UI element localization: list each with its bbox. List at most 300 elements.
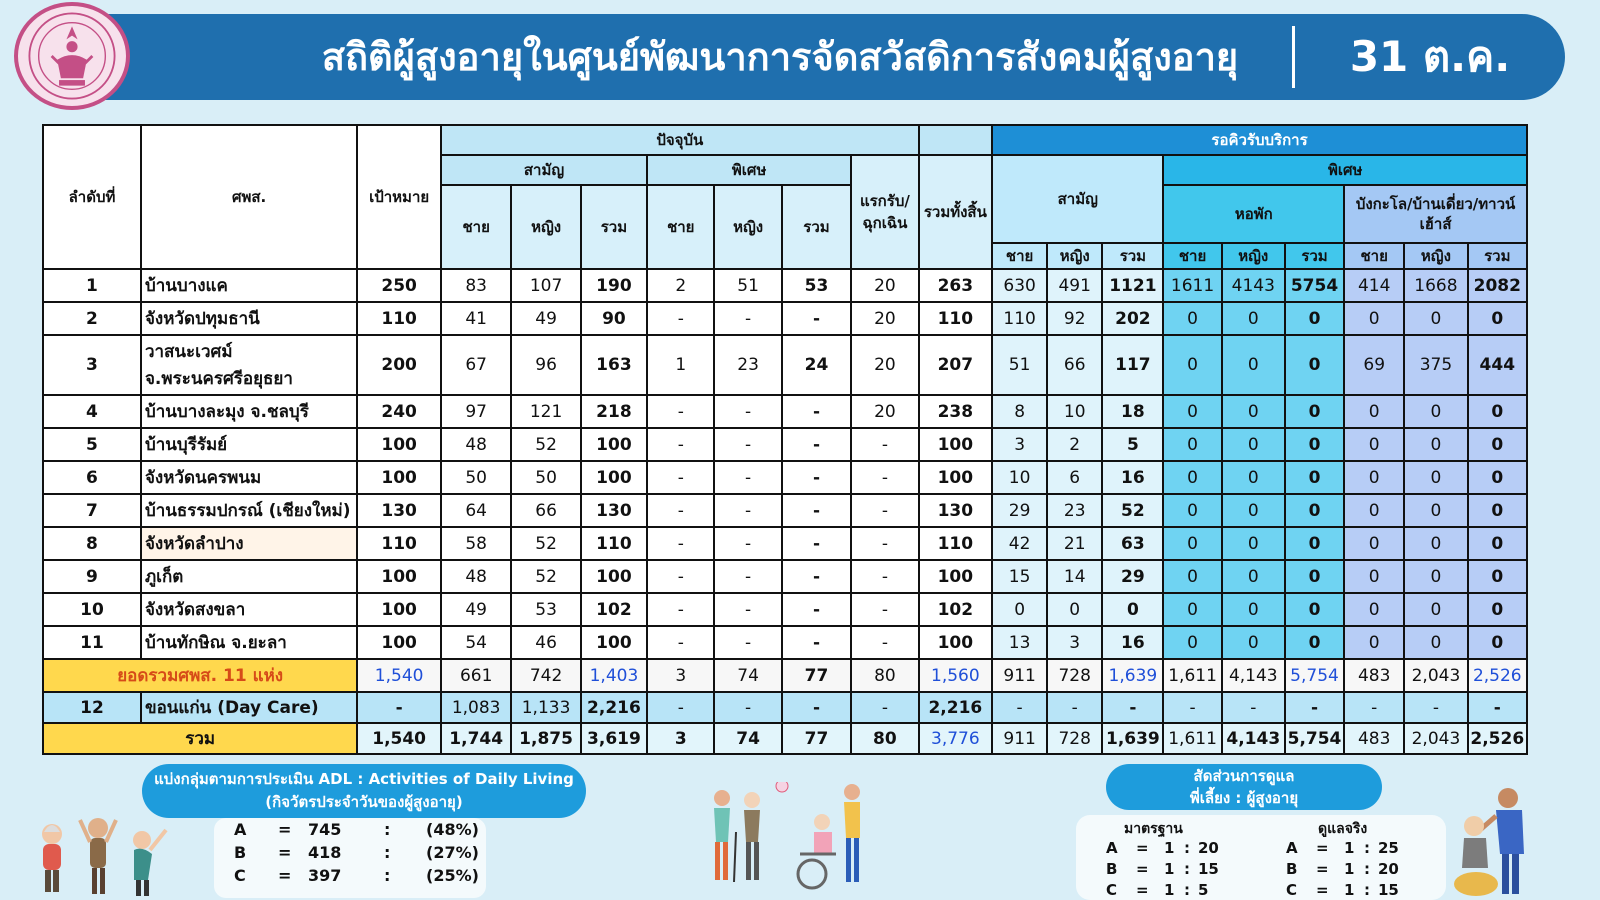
cell-intake: - [851, 494, 918, 527]
cell-intake: - [851, 593, 918, 626]
cell-w-dorm-t: 0 [1285, 560, 1344, 593]
cell-w-gen-f: 3 [1047, 626, 1102, 659]
cell-cur-sp-f: - [714, 560, 781, 593]
total-w-dorm-m: 1,611 [1163, 723, 1221, 754]
adl-percent: (25%) [426, 866, 479, 885]
cell-w-bung-t: 0 [1468, 395, 1527, 428]
adl-percent: (27%) [426, 843, 479, 862]
cell-w-dorm-t: 0 [1285, 395, 1344, 428]
center-name-line1: บ้านบุรีรัมย์ [144, 435, 228, 455]
cell-w-dorm-m: 0 [1163, 527, 1221, 560]
ratio-actual-sep: : [1364, 860, 1370, 878]
cell-w-gen-f: 6 [1047, 461, 1102, 494]
cell-w-bung-t: 0 [1468, 626, 1527, 659]
adl-separator: : [384, 820, 391, 839]
row-number: 9 [43, 560, 141, 593]
subtotal-w-bung-m: 483 [1344, 659, 1404, 692]
cell-w-dorm-t: 0 [1285, 428, 1344, 461]
subtotal-target: 1,540 [357, 659, 441, 692]
current-special-header: พิเศษ [647, 155, 851, 185]
ratio-actual-sep: : [1364, 881, 1370, 899]
table-row [43, 494, 1527, 527]
ratio-standard-sep: : [1184, 860, 1190, 878]
adl-count: 418 [308, 843, 342, 862]
cell-cur-gen-t: 102 [581, 593, 647, 626]
total-intake: 80 [851, 723, 918, 754]
cell-intake: 20 [851, 395, 918, 428]
subtotal-cur-gen-f: 742 [511, 659, 580, 692]
subtotal-w-gen-f: 728 [1047, 659, 1102, 692]
cell-grand: 110 [919, 302, 992, 335]
ratio-actual-b: 20 [1378, 860, 1399, 878]
cell-cur-gen-f: 96 [511, 335, 580, 395]
cell-w-dorm-f: 0 [1222, 527, 1285, 560]
subtotal-cur-gen-m: 661 [441, 659, 511, 692]
center-name-line1: บ้านทักษิณ จ.ยะลา [144, 633, 287, 653]
center-name-line2: จ.พระนครศรีอยุธยา [144, 369, 293, 389]
cell-intake: - [851, 428, 918, 461]
cell-w-bung-f: 0 [1404, 626, 1467, 659]
target-value: 250 [357, 269, 441, 302]
department-seal-icon [14, 2, 130, 110]
subtotal-w-gen-t: 1,639 [1102, 659, 1163, 692]
cell-cur-sp-t: - [782, 494, 851, 527]
subtotal-grand: 1,560 [919, 659, 992, 692]
cell-cur-gen-m: 41 [441, 302, 511, 335]
center-name [141, 395, 357, 428]
cell-w-gen-m: 13 [992, 626, 1047, 659]
cell-w-gen-m: 110 [992, 302, 1047, 335]
cell-w-gen-t: 18 [1102, 395, 1163, 428]
waiting-dorm-header: หอพัก [1163, 185, 1344, 243]
cell-w-bung-t: 0 [1468, 593, 1527, 626]
w-bung-female-header: หญิง [1404, 243, 1467, 269]
cell-w-bung-t: 0 [1468, 428, 1527, 461]
total-cur-sp-f: 74 [714, 723, 781, 754]
ratio-actual-grade: A [1286, 839, 1298, 857]
total-w-gen-t: 1,639 [1102, 723, 1163, 754]
subtotal-w-gen-m: 911 [992, 659, 1047, 692]
total-w-dorm-f: 4,143 [1222, 723, 1285, 754]
cell-w-gen-t: 0 [1102, 593, 1163, 626]
center-name [141, 302, 357, 335]
row-number: 6 [43, 461, 141, 494]
cell-cur-gen-f: 107 [511, 269, 580, 302]
center-name-line1: บ้านบางละมุง จ.ชลบุรี [144, 402, 309, 422]
row-number: 4 [43, 395, 141, 428]
cell-w-bung-f: 375 [1404, 335, 1467, 395]
cell-w-gen-t: 202 [1102, 302, 1163, 335]
cell-w-dorm-f: 0 [1222, 335, 1285, 395]
cell-w-bung-m: 0 [1344, 302, 1404, 335]
daycare-row [43, 692, 1527, 723]
cell-grand: 100 [919, 626, 992, 659]
center-name-line1: บ้านธรรมปกรณ์ (เชียงใหม่) [144, 501, 351, 521]
caregiver-massage-illustration [1452, 784, 1538, 900]
total-label: รวม [43, 723, 357, 754]
cell-cur-sp-f: 51 [714, 269, 781, 302]
ratio-standard-b: 5 [1198, 881, 1209, 899]
center-name [141, 626, 357, 659]
cell-w-gen-m: 3 [992, 428, 1047, 461]
ratio-standard-row [1106, 839, 1256, 859]
ratio-standard-b: 15 [1198, 860, 1219, 878]
cur-gen-female-header: หญิง [511, 185, 580, 269]
waiting-group-header: รอคิวรับบริการ [992, 125, 1527, 155]
cell-cur-gen-f: 50 [511, 461, 580, 494]
cell-w-bung-m: 0 [1344, 560, 1404, 593]
ratio-title-line1: สัดส่วนการดูแล [1193, 767, 1295, 785]
ratio-actual-sep: : [1364, 839, 1370, 857]
cell-cur-gen-m: 49 [441, 593, 511, 626]
ratio-actual-row [1286, 881, 1436, 900]
cell-w-bung-t: 444 [1468, 335, 1527, 395]
total-grand: 3,776 [919, 723, 992, 754]
ratio-actual-row [1286, 839, 1436, 859]
table-row [43, 395, 1527, 428]
target-value: 110 [357, 527, 441, 560]
daycare-grand: 2,216 [919, 692, 992, 723]
daycare-cur-gen-f: 1,133 [511, 692, 580, 723]
cell-cur-gen-t: 100 [581, 560, 647, 593]
grand-total-header: รวมทั้งสิ้น [919, 155, 992, 269]
cell-w-gen-m: 10 [992, 461, 1047, 494]
subtotal-w-dorm-t: 5,754 [1285, 659, 1344, 692]
total-cur-gen-t: 3,619 [581, 723, 647, 754]
cur-sp-female-header: หญิง [714, 185, 781, 269]
target-value: 100 [357, 626, 441, 659]
subtotal-w-bung-t: 2,526 [1468, 659, 1527, 692]
cell-w-dorm-m: 0 [1163, 428, 1221, 461]
cell-cur-gen-m: 83 [441, 269, 511, 302]
cell-cur-gen-t: 110 [581, 527, 647, 560]
cell-w-dorm-f: 4143 [1222, 269, 1285, 302]
subtotal-cur-gen-t: 1,403 [581, 659, 647, 692]
subtotal-w-dorm-f: 4,143 [1222, 659, 1285, 692]
subtotal-label: ยอดรวมศพส. 11 แห่ง [43, 659, 357, 692]
ratio-title-pill [1106, 764, 1382, 810]
cell-cur-gen-m: 48 [441, 560, 511, 593]
waiting-general-header: สามัญ [992, 155, 1163, 243]
waiting-special-header: พิเศษ [1163, 155, 1527, 185]
report-date: 31 ต.ค. [1349, 32, 1511, 81]
cell-w-dorm-m: 0 [1163, 593, 1221, 626]
cell-w-bung-f: 0 [1404, 527, 1467, 560]
target-value: 110 [357, 302, 441, 335]
center-name [141, 560, 357, 593]
cell-w-gen-f: 14 [1047, 560, 1102, 593]
cell-w-gen-t: 5 [1102, 428, 1163, 461]
adl-grade: A [234, 820, 247, 839]
cell-cur-sp-m: - [647, 302, 714, 335]
cell-intake: - [851, 527, 918, 560]
ratio-actual-row [1286, 860, 1436, 880]
cell-w-gen-t: 52 [1102, 494, 1163, 527]
adl-row [234, 843, 484, 865]
row-number: 7 [43, 494, 141, 527]
cell-w-dorm-f: 0 [1222, 560, 1285, 593]
elderly-exercise-illustration [30, 810, 180, 900]
ratio-actual-eq: = [1316, 860, 1329, 878]
cell-cur-sp-t: - [782, 560, 851, 593]
cell-w-bung-m: 0 [1344, 593, 1404, 626]
ratio-standard-grade: C [1106, 881, 1118, 899]
ratio-summary-box [1076, 815, 1446, 900]
center-name [141, 269, 357, 302]
cell-w-bung-t: 0 [1468, 461, 1527, 494]
cell-cur-sp-t: 24 [782, 335, 851, 395]
cell-w-bung-m: 0 [1344, 461, 1404, 494]
table-row [43, 461, 1527, 494]
adl-count: 397 [308, 866, 342, 885]
cell-cur-gen-f: 53 [511, 593, 580, 626]
row-number: 8 [43, 527, 141, 560]
cell-cur-sp-f: - [714, 494, 781, 527]
daycare-cur-sp-t: - [782, 692, 851, 723]
ratio-standard-a: 1 [1164, 881, 1175, 899]
cell-w-dorm-t: 0 [1285, 302, 1344, 335]
cell-w-dorm-t: 0 [1285, 626, 1344, 659]
w-dorm-male-header: ชาย [1163, 243, 1221, 269]
total-w-bung-m: 483 [1344, 723, 1404, 754]
ratio-standard-row [1106, 881, 1256, 900]
w-gen-male-header: ชาย [992, 243, 1047, 269]
cell-w-gen-t: 1121 [1102, 269, 1163, 302]
table-row [43, 335, 1527, 395]
ratio-standard-b: 20 [1198, 839, 1219, 857]
daycare-w-bung-t: - [1468, 692, 1527, 723]
center-name [141, 494, 357, 527]
w-gen-female-header: หญิง [1047, 243, 1102, 269]
adl-separator: : [384, 843, 391, 862]
cell-cur-sp-t: - [782, 593, 851, 626]
cell-w-bung-m: 0 [1344, 527, 1404, 560]
subtotal-w-dorm-m: 1,611 [1163, 659, 1221, 692]
cell-w-bung-f: 0 [1404, 395, 1467, 428]
cell-w-gen-m: 51 [992, 335, 1047, 395]
adl-row [234, 866, 484, 888]
cell-w-gen-t: 63 [1102, 527, 1163, 560]
cell-w-bung-t: 0 [1468, 494, 1527, 527]
center-name [141, 428, 357, 461]
cell-w-bung-m: 0 [1344, 626, 1404, 659]
cell-w-gen-m: 0 [992, 593, 1047, 626]
center-name [141, 593, 357, 626]
cell-cur-sp-m: - [647, 593, 714, 626]
cell-cur-gen-m: 97 [441, 395, 511, 428]
cell-w-dorm-f: 0 [1222, 461, 1285, 494]
cell-w-dorm-t: 5754 [1285, 269, 1344, 302]
cell-grand: 100 [919, 560, 992, 593]
cell-w-bung-t: 2082 [1468, 269, 1527, 302]
cur-sp-male-header: ชาย [647, 185, 714, 269]
cur-sp-total-header: รวม [782, 185, 851, 269]
w-bung-total-header: รวม [1468, 243, 1527, 269]
cell-w-gen-m: 42 [992, 527, 1047, 560]
cell-w-gen-f: 23 [1047, 494, 1102, 527]
total-w-gen-f: 728 [1047, 723, 1102, 754]
adl-grade: B [234, 843, 247, 862]
cell-cur-sp-t: - [782, 461, 851, 494]
cell-w-gen-m: 8 [992, 395, 1047, 428]
row-number: 3 [43, 335, 141, 395]
subtotal-w-bung-f: 2,043 [1404, 659, 1467, 692]
cell-w-dorm-m: 0 [1163, 395, 1221, 428]
cell-w-bung-f: 0 [1404, 302, 1467, 335]
cell-cur-gen-m: 50 [441, 461, 511, 494]
target-value: 130 [357, 494, 441, 527]
subtotal-row [43, 659, 1527, 692]
ratio-standard-grade: A [1106, 839, 1118, 857]
cell-cur-sp-f: - [714, 395, 781, 428]
table-row [43, 626, 1527, 659]
daycare-w-dorm-t: - [1285, 692, 1344, 723]
daycare-cur-sp-m: - [647, 692, 714, 723]
subtotal-cur-sp-t: 77 [782, 659, 851, 692]
cell-w-dorm-m: 0 [1163, 461, 1221, 494]
cell-grand: 238 [919, 395, 992, 428]
cell-grand: 100 [919, 428, 992, 461]
cell-cur-gen-f: 52 [511, 527, 580, 560]
cell-intake: - [851, 560, 918, 593]
cell-cur-sp-m: - [647, 494, 714, 527]
cell-cur-sp-f: - [714, 593, 781, 626]
cell-cur-gen-m: 64 [441, 494, 511, 527]
cell-w-bung-m: 0 [1344, 395, 1404, 428]
target-value: 100 [357, 593, 441, 626]
cell-w-dorm-m: 0 [1163, 626, 1221, 659]
daycare-w-gen-f: - [1047, 692, 1102, 723]
cell-cur-sp-m: - [647, 527, 714, 560]
row-number: 1 [43, 269, 141, 302]
cell-w-dorm-t: 0 [1285, 527, 1344, 560]
ratio-actual-b: 15 [1378, 881, 1399, 899]
cell-cur-gen-t: 90 [581, 302, 647, 335]
adl-row [234, 820, 484, 842]
ratio-standard-eq: = [1136, 860, 1149, 878]
cell-w-dorm-t: 0 [1285, 461, 1344, 494]
cell-cur-sp-f: - [714, 527, 781, 560]
cell-w-gen-f: 0 [1047, 593, 1102, 626]
cell-w-bung-f: 0 [1404, 461, 1467, 494]
adl-percent: (48%) [426, 820, 479, 839]
cell-w-bung-f: 0 [1404, 494, 1467, 527]
cell-w-gen-f: 491 [1047, 269, 1102, 302]
daycare-w-gen-t: - [1102, 692, 1163, 723]
ratio-standard-a: 1 [1164, 839, 1175, 857]
cell-cur-sp-m: - [647, 626, 714, 659]
table-row [43, 302, 1527, 335]
cell-grand: 263 [919, 269, 992, 302]
adl-equals: = [278, 843, 292, 862]
cell-cur-gen-t: 100 [581, 428, 647, 461]
cell-grand: 102 [919, 593, 992, 626]
table-row [43, 560, 1527, 593]
total-row [43, 723, 1527, 754]
cell-w-gen-f: 21 [1047, 527, 1102, 560]
cell-cur-sp-m: - [647, 428, 714, 461]
center-name [141, 335, 357, 395]
cell-cur-gen-m: 48 [441, 428, 511, 461]
w-dorm-total-header: รวม [1285, 243, 1344, 269]
cell-w-dorm-m: 0 [1163, 494, 1221, 527]
cell-cur-sp-f: - [714, 428, 781, 461]
cell-intake: - [851, 461, 918, 494]
page-title: สถิติผู้สูงอายุในศูนย์พัฒนาการจัดสวัสดิการสังคมผู้สูงอายุ [321, 35, 1239, 79]
cell-cur-sp-m: 2 [647, 269, 714, 302]
intake-header: แรกรับ/ฉุกเฉิน [851, 155, 918, 269]
ratio-actual-label: ดูแลจริง [1318, 821, 1368, 837]
cell-w-bung-f: 0 [1404, 428, 1467, 461]
subtotal-intake: 80 [851, 659, 918, 692]
cell-w-bung-f: 0 [1404, 593, 1467, 626]
cell-w-bung-t: 0 [1468, 302, 1527, 335]
cell-grand: 100 [919, 461, 992, 494]
cell-intake: 20 [851, 335, 918, 395]
center-name-line1: ภูเก็ต [144, 567, 184, 587]
daycare-cur-gen-m: 1,083 [441, 692, 511, 723]
w-bung-male-header: ชาย [1344, 243, 1404, 269]
row-number: 11 [43, 626, 141, 659]
total-w-bung-t: 2,526 [1468, 723, 1527, 754]
cell-w-gen-m: 15 [992, 560, 1047, 593]
cell-w-bung-f: 1668 [1404, 269, 1467, 302]
adl-summary-box [214, 818, 486, 898]
cell-intake: 20 [851, 302, 918, 335]
daycare-intake: - [851, 692, 918, 723]
cell-cur-gen-t: 163 [581, 335, 647, 395]
center-name-line1: วาสนะเวศม์ [144, 342, 233, 362]
center-name-line1: บ้านบางแค [144, 276, 228, 296]
cell-w-dorm-f: 0 [1222, 395, 1285, 428]
cell-w-dorm-m: 0 [1163, 560, 1221, 593]
total-cur-gen-f: 1,875 [511, 723, 580, 754]
ratio-actual-b: 25 [1378, 839, 1399, 857]
cell-cur-sp-t: - [782, 527, 851, 560]
header-divider [1292, 26, 1295, 88]
ratio-standard-a: 1 [1164, 860, 1175, 878]
col-no-header: ลำดับที่ [43, 125, 141, 269]
cell-w-dorm-m: 0 [1163, 302, 1221, 335]
target-value: 100 [357, 428, 441, 461]
current-group-header: ปัจจุบัน [441, 125, 919, 155]
ratio-standard-eq: = [1136, 881, 1149, 899]
cell-w-dorm-f: 0 [1222, 428, 1285, 461]
cell-w-gen-f: 66 [1047, 335, 1102, 395]
cell-cur-sp-t: - [782, 428, 851, 461]
total-cur-sp-t: 77 [782, 723, 851, 754]
cell-cur-gen-t: 130 [581, 494, 647, 527]
cell-cur-gen-f: 52 [511, 428, 580, 461]
adl-title-line2: (กิจวัตรประจำวันของผู้สูงอายุ) [265, 793, 463, 811]
waiting-bungalow-header: บังกะโล/บ้านเดี่ยว/ทาวน์เฮ้าส์ [1344, 185, 1527, 243]
cell-w-gen-f: 92 [1047, 302, 1102, 335]
cell-cur-gen-f: 46 [511, 626, 580, 659]
subtotal-cur-sp-m: 3 [647, 659, 714, 692]
cell-grand: 207 [919, 335, 992, 395]
cell-w-dorm-f: 0 [1222, 494, 1285, 527]
cell-w-bung-m: 414 [1344, 269, 1404, 302]
adl-equals: = [278, 820, 292, 839]
ratio-actual-eq: = [1316, 881, 1329, 899]
cell-w-dorm-m: 0 [1163, 335, 1221, 395]
cell-cur-gen-t: 218 [581, 395, 647, 428]
cell-cur-gen-m: 54 [441, 626, 511, 659]
caregivers-illustration [700, 782, 890, 892]
row-number: 5 [43, 428, 141, 461]
cell-cur-sp-m: 1 [647, 335, 714, 395]
cell-cur-sp-t: - [782, 626, 851, 659]
